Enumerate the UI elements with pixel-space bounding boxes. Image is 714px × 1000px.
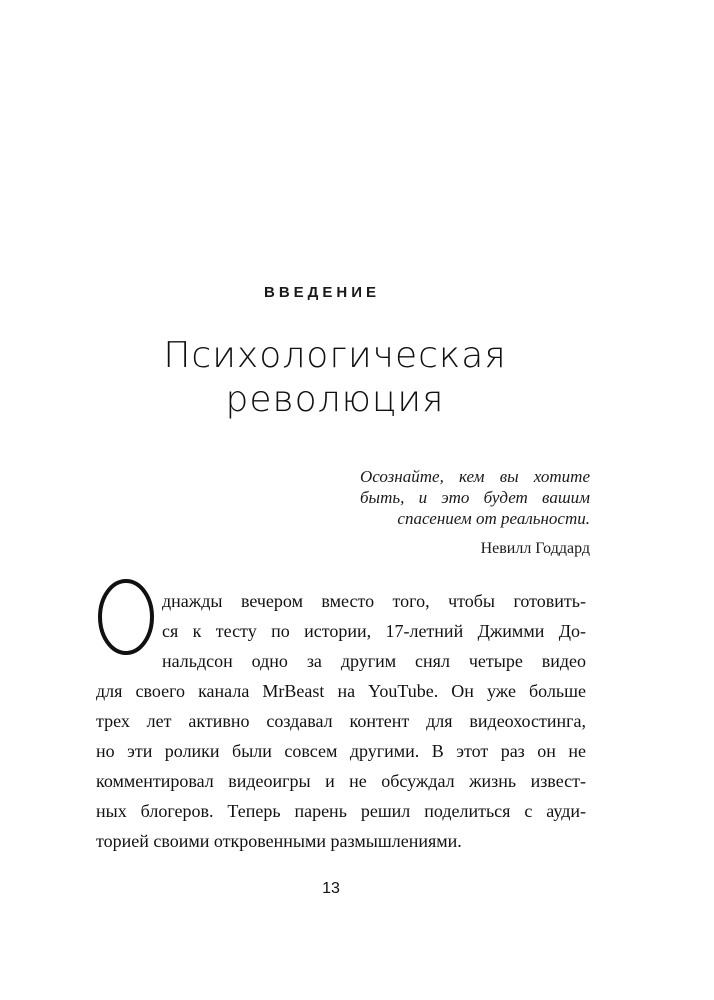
page-number: 13 (322, 880, 340, 897)
body-line: трех лет активно создавал контент для видеохостинга, (96, 711, 586, 731)
chapter-title-line-2: революция (225, 379, 445, 420)
body-paragraph (96, 586, 586, 856)
body-line: ных блогеров. Теперь парень решил поделиться с ауди- (96, 801, 586, 821)
body-line: для своего канала MrBeast на YouTube. Он уже больше (96, 681, 586, 701)
section-label: ВВЕДЕНИЕ (264, 284, 380, 301)
body-line: днажды вечером вместо того, чтобы готовить- (162, 591, 586, 611)
body-line: но эти ролики были совсем другими. В этот раз он не (96, 741, 586, 761)
chapter-title (0, 334, 670, 422)
body-line: нальдсон одно за другим снял четыре видео (162, 651, 586, 671)
epigraph-author: Невилл Годдард (480, 540, 590, 557)
epigraph-quote: Осознайте, кем вы хотите быть, и это будет вашим спасением от реальности. (360, 467, 590, 528)
body-line: ся к тесту по истории, 17-летний Джимми До- (162, 621, 586, 641)
body-line: комментировал видеоигры и не обсуждал жизнь извест- (96, 771, 586, 791)
body-line: торией своими откровенными размышлениями. (96, 831, 462, 851)
chapter-title-line-1: Психологическая (163, 335, 507, 376)
